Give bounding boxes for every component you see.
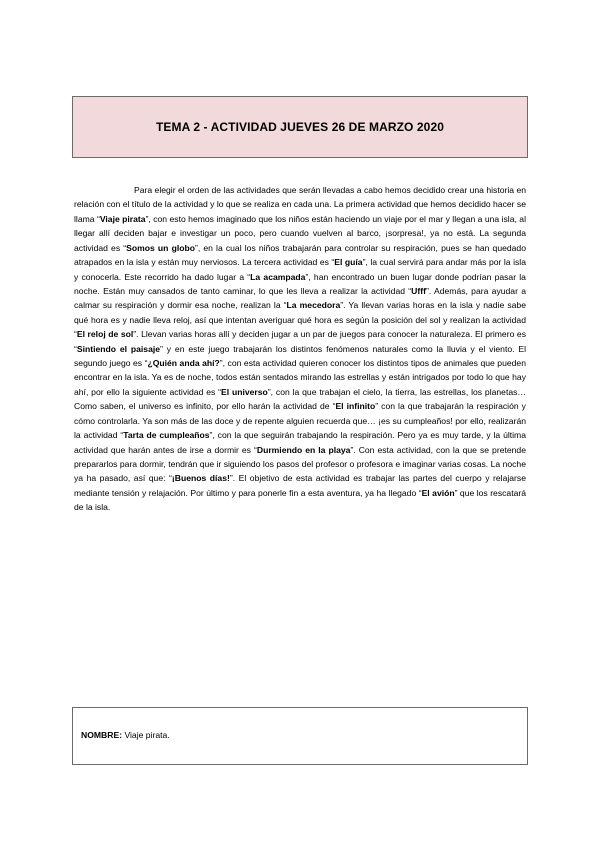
text-segment: ”. Ya llevan varias horas en la isla y nadie sabe qué hora es y nadie lleva reloj, así que intentan averiguar qué hora es según la posición del sol y realizan la actividad “	[74, 300, 526, 340]
text-segment: ”. Llevan varias horas allí y deciden jugar a un par de juegos para conocer la naturaleza. El primero es “	[74, 329, 526, 354]
activity-name: El universo	[221, 386, 268, 397]
name-label: NOMBRE:	[81, 730, 123, 740]
text-segment: ”. Además, para ayudar a calmar su respiración y dormir esa noche, realizan la “	[74, 285, 526, 311]
text-segment: Para elegir el orden de las actividades que serán llevadas a cabo hemos decidido crear una historia en relación con el título de la actividad y lo que se realiza en cada una. La primera actividad que hemos decidido hacer se llama “	[74, 185, 526, 224]
activity-name: ¿Quién anda ahí?	[147, 358, 220, 369]
text-segment: ”, con esta actividad quieren conocer los distintos tipos de animales que pueden encontrar en la isla. Ya es de noche, todos están sentados mirando las estrellas y están intrigados por todo lo que hay ahí, por ello la siguiente actividad es “	[74, 358, 526, 397]
text-segment: ”, en la cual los niños trabajarán para controlar su respiración, pues se han quedado atrapados en la isla y están muy nerviosos. La tercera actividad es “	[74, 242, 526, 268]
activity-name: Ufff	[411, 285, 426, 296]
activity-name: El infinito	[335, 401, 376, 412]
text-segment: ” que los rescatará de la isla.	[74, 487, 527, 513]
text-segment: ”, con la que trabajan el cielo, la tierra, las estrellas, los planetas… Como saben, el universo es infinito, por ello harán la actividad de “	[74, 386, 527, 412]
text-segment: ”. Con esta actividad, con la que se pretende prepararlos para dormir, tendrán que ir siguiendo los pasos del profesor o profesora e imaginar varias cosas. La noche ya ha pasado, así que: “	[74, 444, 526, 484]
name-box	[72, 707, 528, 765]
page-title: TEMA 2 - ACTIVIDAD JUEVES 26 DE MARZO 2020	[155, 120, 445, 134]
text-segment: ” con la que trabajarán la respiración y cómo controlarla. Ya son más de las doce y de repente alguien recuerda que… ¡es su cumpleaños! por ello, realizarán la actividad “	[74, 401, 526, 441]
activity-name: Viaje pirata	[99, 213, 146, 224]
activity-name: El avión	[421, 487, 455, 498]
name-line	[81, 730, 170, 740]
text-segment: ”, con esto hemos imaginado que los niños están haciendo un viaje por el mar y llegan a una isla, al llegar allí deciden bajar e investigar un poco, pero cuando vuelven al barco, ¡sorpresa!, ya no está. La segunda actividad es “	[74, 213, 526, 253]
text-segment: ”, con la que seguirán trabajando la respiración. Pero ya es muy tarde, y la última actividad que harán antes de irse a dormir es “	[74, 430, 526, 455]
name-value: Viaje pirata.	[122, 730, 170, 740]
activity-name: El guía	[334, 257, 363, 268]
text-segment: ”, la cual servirá para andar más por la isla y conocerla. Este recorrido ha dado lugar a “	[74, 257, 526, 282]
activity-name: Somos un globo	[126, 242, 195, 253]
text-segment: ”. El objetivo de esta actividad es trabajar las partes del cuerpo y relajarse mediante tensión y relajación. Por último y para ponerle fin a esta aventura, ya ha llegado “	[74, 473, 526, 498]
activity-name: ¡Buenos días!	[171, 473, 230, 484]
text-segment: ”, han encontrado un buen lugar donde podrían pasar la noche. Están muy cansados de tanto caminar, lo que les lleva a realizar la actividad “	[74, 271, 526, 296]
activity-name: Durmiendo en la playa	[256, 444, 351, 455]
activity-name: Sintiendo el paisaje	[76, 343, 161, 354]
activity-name: La acampada	[250, 271, 306, 282]
title-box	[72, 96, 528, 158]
activity-name: La mecedora	[286, 300, 341, 311]
body-paragraph	[74, 183, 526, 515]
text-segment: ” y en este juego trabajarán los distintos fenómenos naturales como la lluvia y el viento. El segundo juego es “	[74, 343, 526, 369]
activity-name: Tarta de cumpleaños	[123, 430, 210, 441]
activity-name: El reloj de sol	[76, 329, 134, 340]
